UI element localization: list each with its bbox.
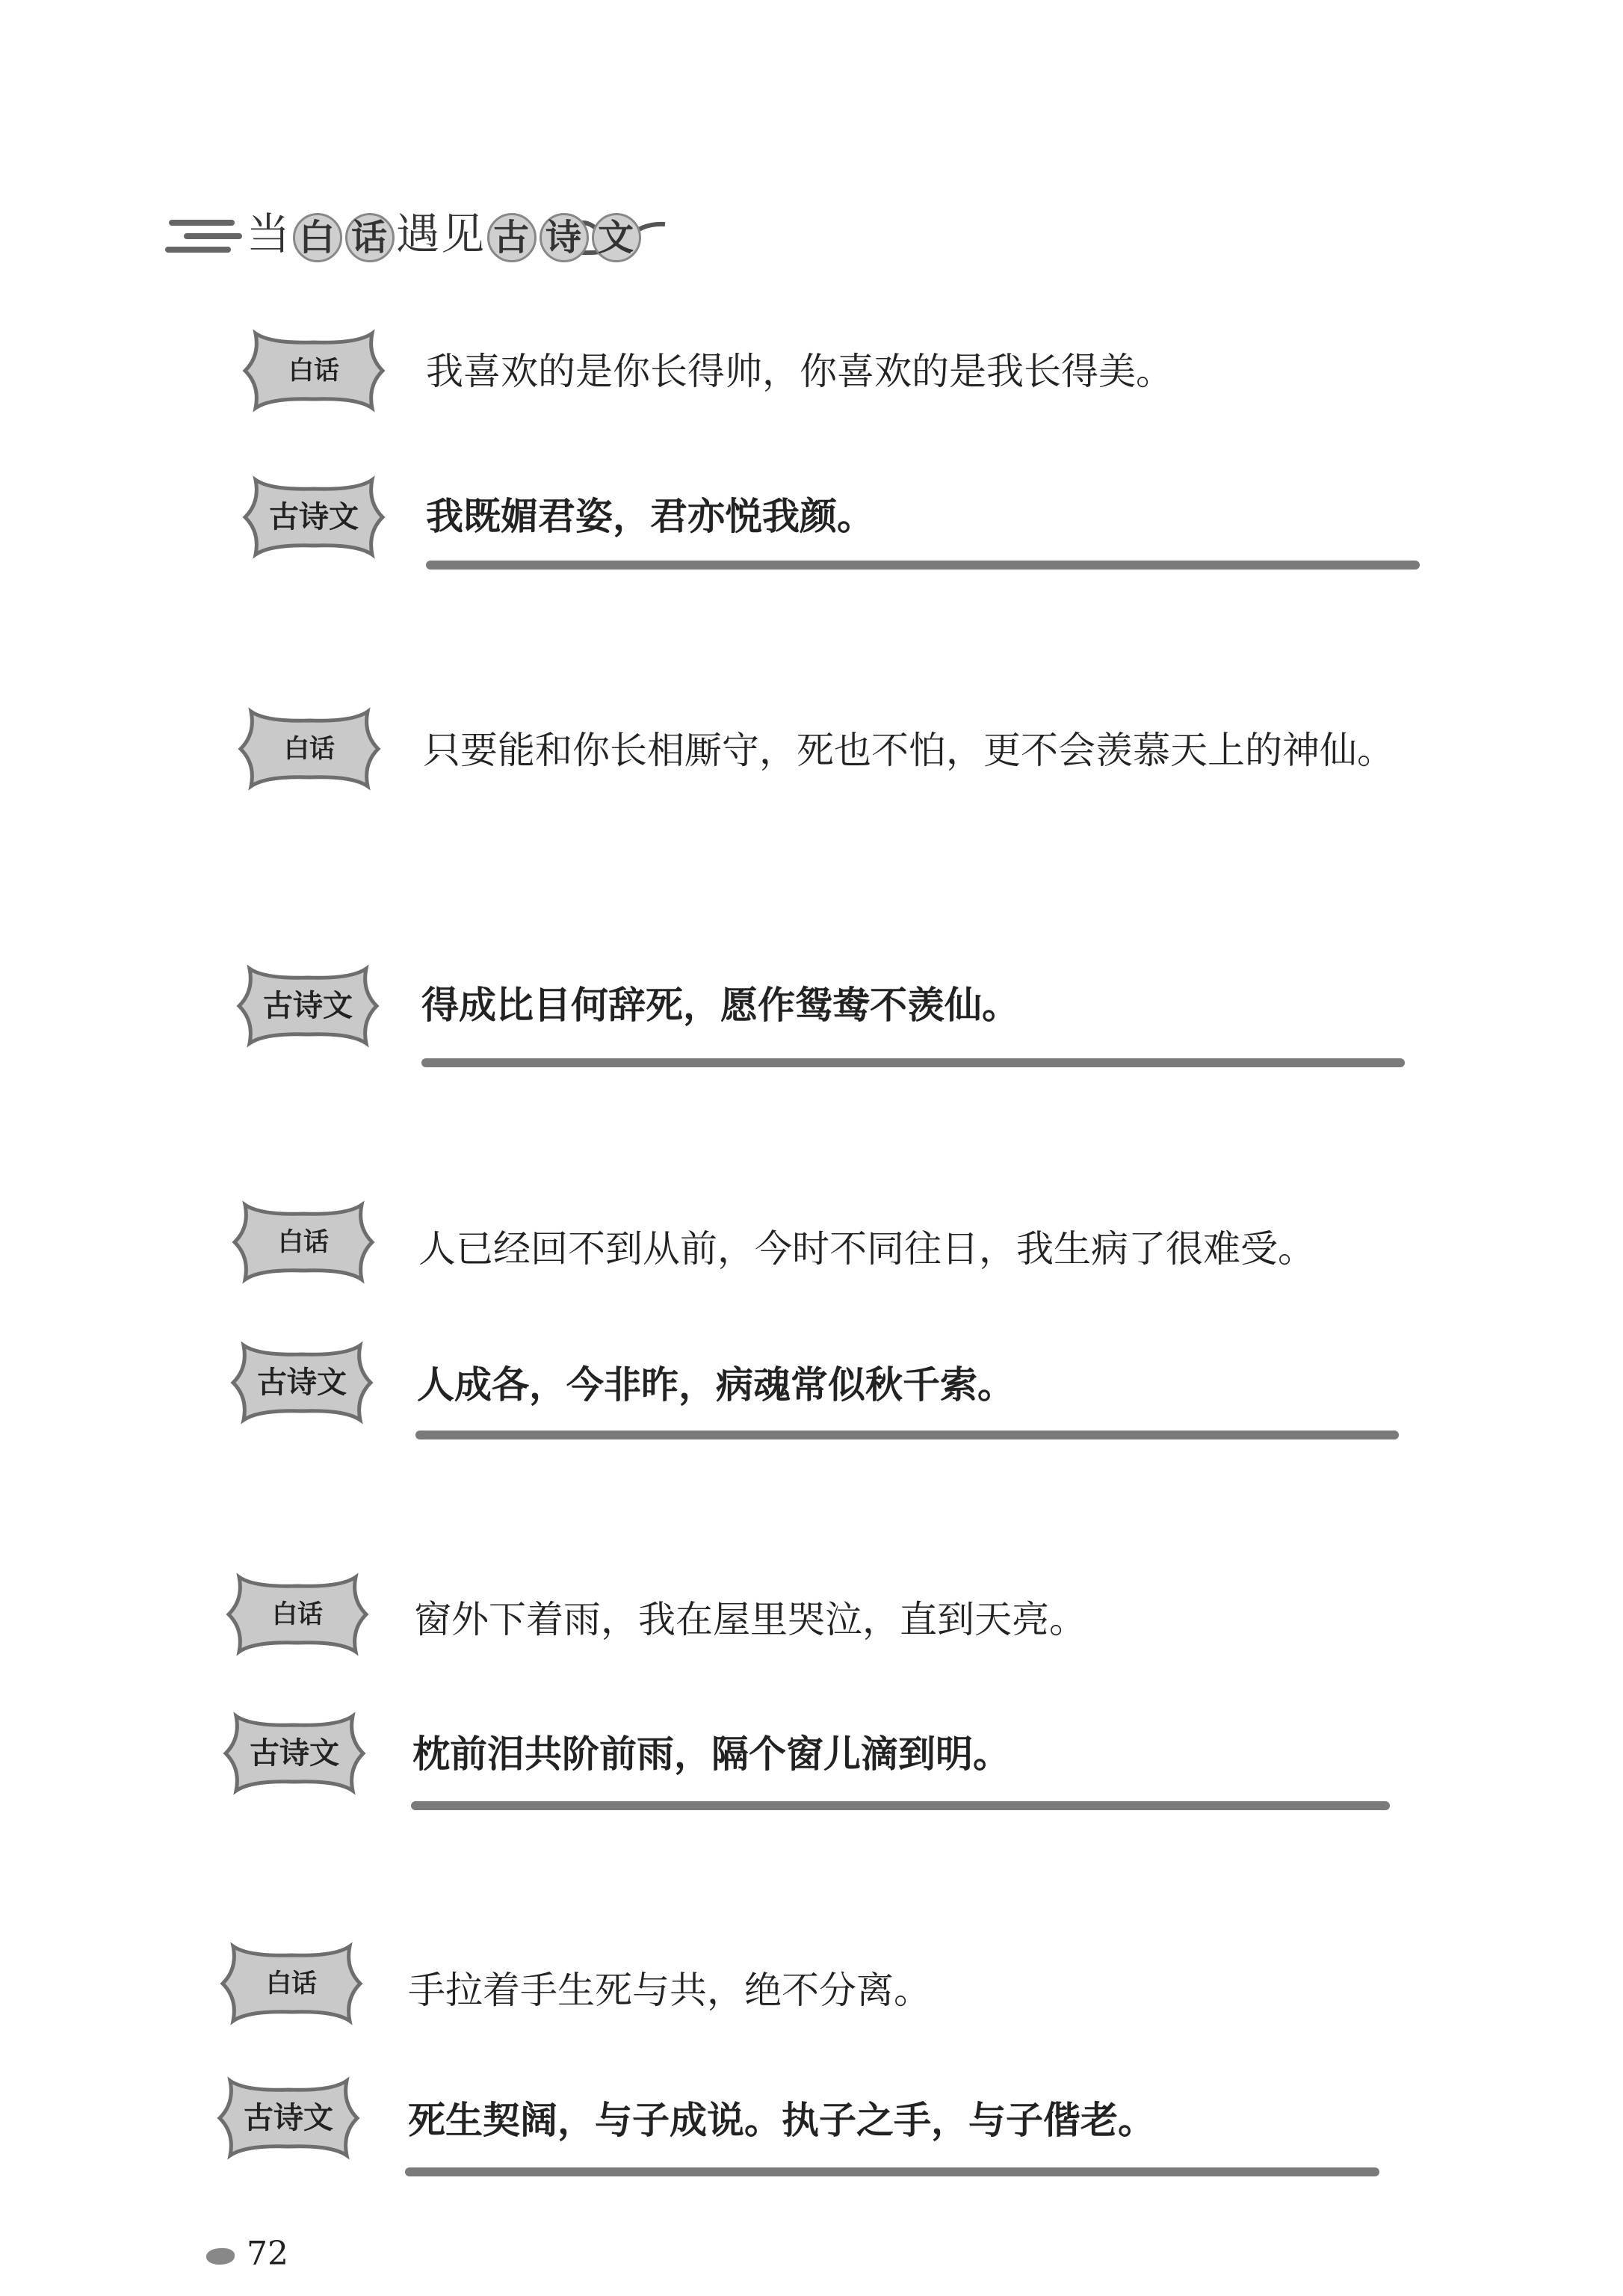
baihua-text: 我喜欢的是你长得帅，你喜欢的是我长得美。 <box>426 350 1173 393</box>
gushiwen-text: 人成各，今非昨，病魂常似秋千索。 <box>417 1363 1015 1407</box>
gushiwen-text: 枕前泪共阶前雨，隔个窗儿滴到明。 <box>412 1732 1010 1776</box>
gushiwen-label: 古诗文 <box>250 1735 339 1771</box>
baihua-badge <box>230 1197 377 1287</box>
gushiwen-label: 古诗文 <box>269 499 359 534</box>
header-char: 遇见 <box>396 209 486 259</box>
baihua-badge <box>224 1570 371 1659</box>
gushiwen-label: 古诗文 <box>257 1365 347 1400</box>
gushiwen-badge <box>215 2073 362 2163</box>
header-char-circled: 文 <box>592 213 641 262</box>
gushiwen-text: 得成比目何辞死，愿作鸳鸯不羡仙。 <box>421 984 1019 1027</box>
header-char-circled: 古 <box>487 213 537 262</box>
gushiwen-label: 古诗文 <box>263 988 353 1023</box>
divider-line <box>421 1058 1405 1067</box>
baihua-label: 白话 <box>284 734 335 764</box>
ink-blot-icon <box>206 2248 235 2265</box>
header-char-circled: 诗 <box>540 213 589 262</box>
gushiwen-badge <box>221 1709 368 1798</box>
gushiwen-badge <box>235 961 381 1051</box>
baihua-label: 白话 <box>266 1969 317 1999</box>
baihua-badge <box>236 704 383 794</box>
baihua-label: 白话 <box>288 356 339 386</box>
divider-line <box>426 561 1420 570</box>
gushiwen-label: 古诗文 <box>244 2100 333 2135</box>
divider-line <box>415 1431 1399 1439</box>
baihua-text: 人已经回不到从前，今时不同往日，我生病了很难受。 <box>418 1227 1315 1271</box>
header-char: 当 <box>247 209 292 259</box>
baihua-label: 白话 <box>278 1227 329 1257</box>
baihua-label: 白话 <box>272 1599 323 1629</box>
gushiwen-badge <box>229 1338 375 1428</box>
header-char-circled: 话 <box>345 213 395 262</box>
gushiwen-text: 我既媚君姿，君亦悦我颜。 <box>426 495 874 538</box>
baihua-badge <box>241 326 387 416</box>
header-char-circled: 白 <box>293 213 342 262</box>
gushiwen-badge <box>241 472 387 562</box>
divider-line <box>405 2167 1379 2176</box>
page-number: 72 <box>247 2235 288 2273</box>
header-title <box>247 199 643 262</box>
baihua-text: 窗外下着雨，我在屋里哭泣，直到天亮。 <box>414 1598 1086 1641</box>
divider-line <box>411 1801 1390 1810</box>
baihua-text: 只要能和你长相厮守，死也不怕，更不会羡慕天上的神仙。 <box>423 729 1394 772</box>
baihua-badge <box>218 1939 365 2028</box>
baihua-text: 手拉着手生死与共，绝不分离。 <box>408 1969 931 2012</box>
gushiwen-text: 死生契阔，与子成说。执子之手，与子偕老。 <box>408 2099 1155 2142</box>
